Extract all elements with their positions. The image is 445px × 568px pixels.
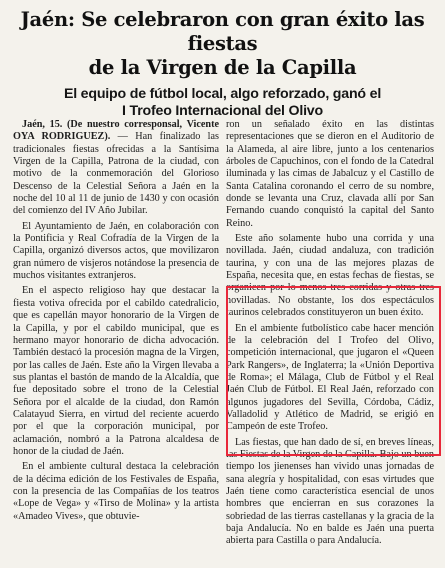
headline-line-1: Jaén: Se celebraron con gran éxito las fiestas: [20, 8, 425, 55]
subheadline-line-2: I Trofeo Internacional del Olivo: [122, 103, 323, 119]
left-column: [13, 119, 219, 523]
paragraph-4: En el ambiente cultural destaca la celebración de la décima edición de los Festivales de España, con la presencia de las Compañías de los teatros «Lope de Vega» y «Tirso de Molina» y la artista «Amadeo Vives», que obtuvie-: [13, 461, 219, 522]
dateline: Jaén, 15. (De nuestro corresponsal, Vicente OYA RODRIGUEZ).: [13, 119, 219, 143]
paragraph-football: En el ambiente futbolístico cabe hacer mención de la celebración del I Trofeo del Olivo, competición internacional, que jugaron el «Queen Park Rangers», de Inglaterra; la «Unión Deportiva de Roma»; el Málaga, Club de Fútbol y el Real Jaén Club de Fútbol. El Real Jaén, reforzado con algunos jugadores del Sevilla, Córdoba, Cádiz, Valladolid y Atlético de Madrid, se erigió en Campeón de este Trofeo.: [226, 322, 434, 433]
paragraph-3: En el aspecto religioso hay que destacar la fiesta votiva ofrecida por el cabildo catedralicio, que es capellán mayor honorario de la Virgen de la Capilla, y por el cabildo municipal, que es hermano mayor honorario de dicha advocación. También destacó la procesión magna de la Virgen, por las calles de Jaén. Este año la Virgen llevaba a sus plantas el bastón de mando de la Alcaldía, que fue depositado sobre el trono de la Celestial Señora por el alcalde de la ciudad, don Ramón Calatayud Sierra, en virtud del reciente acuerdo por el que la corporación municipal, por aclamación, nombró a la Patrona alcaldesa de honor de la ciudad de Jaén.: [13, 285, 219, 457]
headline-line-2: de la Virgen de la Capilla: [88, 56, 357, 79]
paragraph-1-text: — Han finalizado las tradicionales fiestas ofrecidas a la Santísima Virgen de la Capilla, Patrona de la ciudad, con motivo de la conmemoración del Glorioso Descenso de la Celestial Señora a Jaén en la noche del 10 al 11 de junio de 1430 y con ocasión del comienzo del IV Año Jubilar.: [13, 131, 219, 217]
subheadline: [0, 86, 445, 120]
paragraph-1: [13, 119, 219, 218]
paragraph-5: ron un señalado éxito en las distintas representaciones que se dieron en el Auditorio de la Alameda, al aire libre, junto a los centenarios árboles de Capuchinos, con el fondo de la Catedral iluminada y las cimas de Jabalcuz y el Castillo de Santa Catalina coronando el cerro de su nombre, donde se levanta una Cruz, clavada allí por San Fernando cuando conquistó la capital del Santo Reino.: [226, 119, 434, 229]
right-column: [226, 119, 434, 548]
paragraph-2: El Ayuntamiento de Jaén, en colaboración con la Pontificia y Real Cofradía de la Virgen de la Capilla, organizó diversos actos, que movilizaron gran número de visjeros notándose la presencia de muchos visitantes extranjeros.: [13, 220, 219, 282]
paragraph-6: Este año solamente hubo una corrida y una novillada. Jaén, ciudad andaluza, con tradición taurina, y con una de las mejores plazas de España, necesita que, en estas fechas de fiestas, se organicen por lo menos tres corridas y otras tres novilladas. No obstante, los dos espectáculos taurinos celebrados constituyeron un buen éxito.: [226, 233, 434, 319]
subheadline-line-1: El equipo de fútbol local, algo reforzado, ganó el: [63, 86, 382, 102]
paragraph-8: Las fiestas, que han dado de sí, en breves líneas, las Fiestas de la Virgen de la Capilla. Bajo un buen tiempo los jienenses han vivido unas jornadas de sana alegría y hospitalidad, con esas virtudes que Jaén tiene como característica esencial de unos hombres que encierran en sus corazones la sobriedad de las tierras castellanas y la gracia de la baja Andalucía. No en balde es Jaén una puerta abierta para Castilla o para Andalucía.: [226, 436, 434, 547]
headline: [0, 8, 445, 80]
